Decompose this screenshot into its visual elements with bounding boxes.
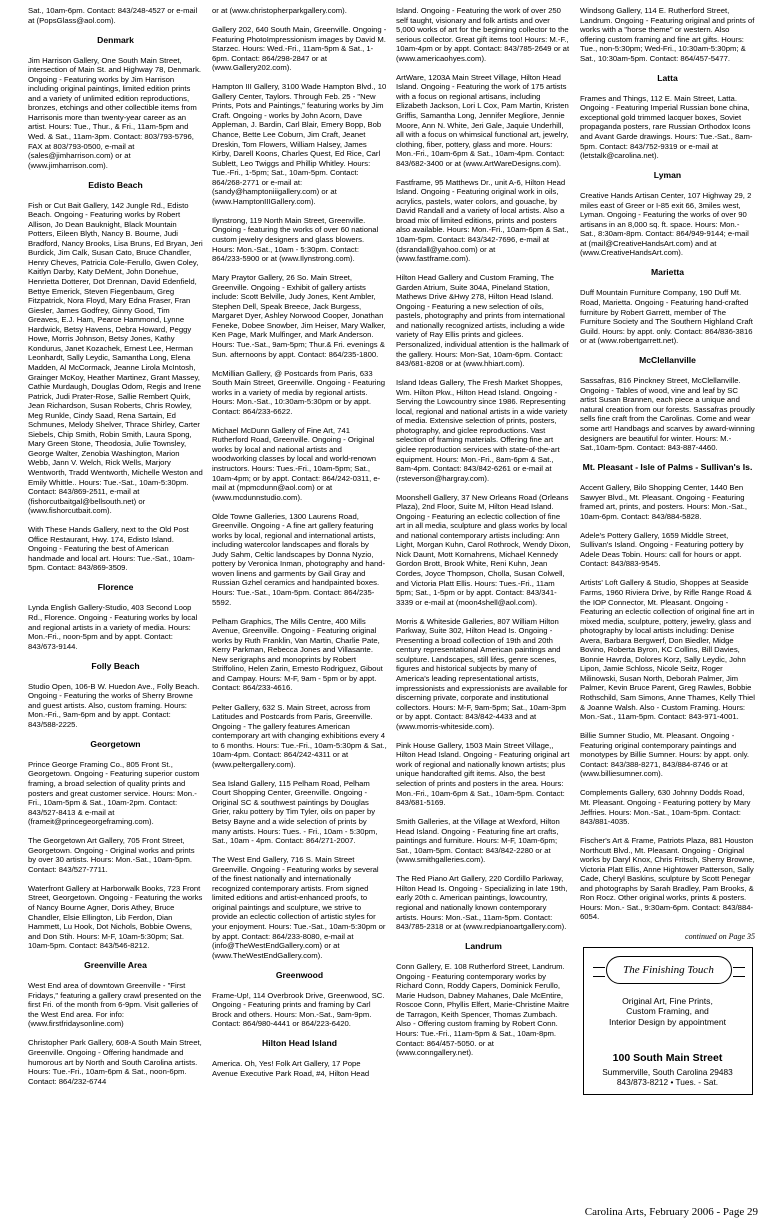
gallery-listing: Adele's Pottery Gallery, 1659 Middle Street, Sullivan's Island. Ongoing - Featuring pottery by Adele Deas Tobin. Hours: call for hours or appt. Contact: 843/883-9545. (580, 530, 744, 569)
section-heading: Marietta (651, 267, 684, 278)
section-heading: Denmark (97, 34, 134, 45)
gallery-listing: Island. Ongoing - Featuring the work of over 250 self taught, visionary and folk artists and over 5,000 works of art for the beginning collector to the serious collector. Great gift items too! Hours: M.-F., 10am-4pm or by appt. Contact: 843/785-2649 or at (www.americaohyes.com). (396, 6, 570, 63)
gallery-listing: Prince George Framing Co., 805 Front St., Georgetown. Ongoing - Featuring superior custom framing, a broad selection of quality prints and posters and great customer service. Hours: Mon.-Fri., 10am-5pm & Sat., 10am-2pm. Contact: 843/527-8413 & e-mail at (frameit@princegeorgeframing.com). (28, 759, 200, 827)
continued-note: continued on Page 35 (685, 931, 755, 941)
column-2 (212, 6, 387, 1202)
gallery-listing: Frame-Up!, 114 Overbrook Drive, Greenwood, SC. Ongoing - Featuring prints and framing by Carl Brock and others. Hours: Mon.-Sat., 9am-9pm. Contact: 864/980-4441 or 864/223-6420. (212, 990, 385, 1029)
section-heading: Edisto Beach (88, 179, 143, 190)
section-heading: Florence (97, 582, 134, 593)
gallery-listing: Sassafras, 816 Pinckney Street, McClellanville. Ongoing - Tables of wood, vine and leaf by SC artist Susan Brannen, each piece a unique and natural creation from our forests. Sassafras proudly sells fine craft from the Carolinas. Come and wear some art! Handbags and scarves by award-winning designers are beautiful for winter. Hours: M.-Sat.,10am-5pm. Contact: 843-887-4460. (580, 376, 755, 453)
gallery-listing: Frames and Things, 112 E. Main Street, Latta. Ongoing - Featuring Imperial Russian bone china, exceptional gold trimmed lacquer boxes, Soviet propaganda posters, rare Russian Orthodox Icons and Avant Garde drawings. Hours: Tue.-Sat., 8am-5pm. Contact: 843/752-9319 or e-mail at (letstalk@carolina.net). (580, 93, 753, 161)
ad-city: Summerville, South Carolina 29483 (602, 1066, 733, 1077)
gallery-listing: Fish or Cut Bait Gallery, 142 Jungle Rd., Edisto Beach. Ongoing - Featuring works by Robert Allison, Jo Dean Bauknight, Black Mountain Potters, Eileen Blyth, Nancy B. Bourne, Judi Bradford, Nancy Brooks, Lisa Bruns, Ed Bryan, Jeri Burdick, Jim Calk, Susan Cato, Bruce Chandler, Henry Cheves, Patricia Cole-Ferullo, Gwen Coley, Kaitlyn Darby, Katy DeMent, John Donehue, Henrietta Dotterer, Dot Drennan, David Edenfield, Bettye Emerick, Steven Fiegenbaum, Greg Fitzpatrick, Nora Floyd, Mary Edna Fraser, Fran Giesler, James Godfrey, Ginny Good, Tim Greaves, E.J. Ham, Pearce Hammond, Lynne Hardwick, Betsy Havens, Debra Howard, Peggy Howe, Morris Johnson, Betsy Jones, Kathy Kondurus, Janet Kozachek, Ernest Lee, Herman Leonhardt, Sally Leydic, Samantha Long, Elena Madden, Al McCormack, Jeanne Lirola McIntosh, Grainger McKoy, Heather Martinez, Grant Massey, Cathie Murdaugh, Douglas Odom, Regis and Irene Patrick, Judi Prater-Rose, Sallie Rembert Quirk, Jean Richardson, Susan Roberts, Chris Rowley, Meg Runkle, Cindy Saad, Rena Sartain, Ed Schmunes, Melody Shelver, Thrace Shirley, Carter Siebels, Chip Smith, Robin Smith, Laura Spong, Mary Green Stone, Theodosia, Julie Townsley, George Walter, Zenobia Washington, Marion Webb, Jann V. Welch, Rick Wells, Marjory Wentworth, Tradd Wentworth, Michelle Weston and Emily Whittle.. Hours: Tue.-Sat., 10am-5:30pm. Contact: 843/869-2511, e-mail at (fishorcutbaitgal@bellsouth.net) or (www.fishorcutbait.com). (28, 200, 203, 516)
gallery-listing: Hampton III Gallery, 3100 Wade Hampton Blvd., 10 Gallery Center, Taylors. Through Feb. 25 - "New Prints, Pots and Paintings," featuring works by Jim Craft. Ongoing - works by John Acorn, Dave Appleman, J. Bardin, Carl Blair, Emery Bopp, Bob Chance, Bette Lee Coburn, Jim Craft, Jeanet Dreskin, Tom Flowers, William Halsey, James Kirby, Darell Koons, Charles Quest, Ed Rice, Carl Sublett, Leo Twiggs and Phillip Whitley. Hours: Tue.-Fri., 1-5pm; Sat., 10am-5pm. Contact: 864/268-2771 or e-mail at: (sandy@hamptoniiigallery.com) or at (www.HamptonIIIGallery.com). (212, 82, 387, 206)
ad-services (584, 996, 752, 1028)
gallery-listing: Gallery 202, 640 South Main, Greenville. Ongoing - Featuring PhotoImpressionism images by David M. Starzec. Hours: Wed.-Fri., 11am-5pm & Sat., 1-6pm. Contact: 864/298-2847 or at (www.Gallery202.com). (212, 25, 387, 73)
section-heading: Georgetown (90, 738, 141, 749)
ad-service-line: Interior Design by appointment (608, 1016, 727, 1027)
gallery-listing: Pink House Gallery, 1503 Main Street Village,, Hilton Head Island. Ongoing - Featuring original art work of regional and nationally known artists; plus unique handcrafted gift items. Also, the best selection of prints and posters in the area. Hours: Mon.-Fri., 10am-6pm & Sat., 10am-5pm. Contact: 843/681-5169. (396, 740, 570, 808)
column-4-entries (580, 6, 755, 941)
ad-ribbon-banner (606, 956, 732, 984)
ad-service-line: Original Art, Fine Prints, (622, 995, 713, 1006)
section-heading: Mt. Pleasant - Isle of Palms - Sullivan's Is. (582, 462, 753, 473)
gallery-listing: Ilynstrong, 119 North Main Street, Greenville. Ongoing - featuring the works of over 60 national custom jewelry designers and glass blowers. Hours: Mon.-Sat., 10am - 5:30pm. Contact: 864/233-5900 or at (www.Ilynstrong.com). (212, 215, 379, 264)
page-footer: Carolina Arts, February 2006 - Page 29 (584, 1206, 758, 1218)
gallery-listing: Moonshell Gallery, 37 New Orleans Road (Orleans Plaza), 2nd Floor, Suite M, Hilton Head Island. Ongoing - Featuring an eclectic collection of fine art in all media, sculpture and glass works by local and national contemporary artists including: Ann Light, Morgan Kuhn, Carol Rothrock, Wendy Dixon, Nick Daunt, Mott Kornahrens, Michael Kennedy Gordon Brott, Brook White, Reni Kuhn, Jean Cordes, Joyce Thompson, Cholla, Susan Colwell, and Victoria Platt Ellis. Hours: Tues.-Fri., 11am 5pm; Sat., 1-5pm or by appt. Contact: 843/341-3339 or e-mail at (moon4shell@aol.com). (396, 492, 571, 607)
gallery-listing: The Georgetown Art Gallery, 705 Front Street, Georgetown. Ongoing - Original works and prints by over 30 artists. Hours: Mon.-Sat., 10am-5pm. Contact: 843/527-7711. (28, 836, 195, 874)
listings-page (28, 6, 758, 1202)
gallery-listing: Sat., 10am-6pm. Contact: 843/248-4527 or e-mail at (PopsGlass@aol.com). (28, 6, 198, 25)
gallery-listing: America. Oh, Yes! Folk Art Gallery, 17 Pope Avenue Executive Park Road, #4, Hilton Head (212, 1059, 370, 1078)
gallery-listing: Fastframe, 95 Matthews Dr., unit A-6, Hilton Head Island. Ongoing - Featuring original work in oils, acrylics, pastels, water colors, and gouache, by David Randall and a variety of local artists. Also a broad mix of limited editions, prints and posters also available. Hours: Mon.-Fri., 10am-6pm & Sat., 10am-5pm. Contact: 843/342-7696, e-mail at (dsrandall@yahoo.com) or at (www.fastframe.com). (396, 177, 569, 264)
gallery-listing: ArtWare, 1203A Main Street Village, Hilton Head Island. Ongoing - Featuring the work of 175 artists with a focus on regional artisans, including Elizabeth Jackson, Lori L Cox, Pam Martin, Kristen Griffis, Samantha Long, Jennifer Megliore, Jennie Moore, Ann N. White, Jeri Gale, Jaquie Underhill, all with a focus on whimsical functional art, jewelry, clothing, fiber, pottery, glass and more. Hours: Mon.-Fri., 10am-6pm & Sat., 10am-4pm. Contact: 843/682-3400 or at (www.ArtWareDesigns.com). (396, 72, 569, 168)
gallery-listing: Hilton Head Gallery and Custom Framing, The Garden Atrium, Suite 304A, Pineland Station, Mathews Drive &Hwy 278, Hilton Head Island. Ongoing - Featuring a new selection of oils, pastels, photography and prints from international and nationally recognized artists, including a wide variety of Ray Ellis prints and giclees. Personalized, individual attention is the hallmark of the gallery. Hours: Mon-Sat, 10am-6pm. Contact: 843/681-8208 or at (www.hhiart.com). (396, 273, 569, 369)
gallery-listing: Creative Hands Artisan Center, 107 Highway 29, 2 miles east of Greer or I-85 exit 66, 3miles west, Lyman. Ongoing - Featuring the works of over 90 artisans in an 8,000 sq. ft. space. Hours: Mon.-Sat., 8:30am-8pm. Contact: 864/949-9144; e-mail at (mail@CreativeHandsArt.com) and at (www.CreativeHandsArt.com). (580, 191, 752, 258)
column-1 (28, 6, 203, 1202)
gallery-listing: Pelham Graphics, The Mills Centre, 400 Mills Avenue, Greenville. Ongoing - Featuring original works by Ruth Franklin, Van Martin, Charlie Pate, Kerry Parkman, Rebecca Jones and Villasante. New serigraphs and monoprints by Robert Striffolino, Helen Zarin, Ernesto Rodriguez, Gibout and Campay. Hours: M-F, 9am - 5pm or by appt. Contact: 864/233-4616. (212, 616, 383, 693)
gallery-listing: Windsong Gallery, 114 E. Rutherford Street, Landrum. Ongoing - Featuring original and prints of works with a "horse theme" or western. Also offering custom framing and fine art gifts. Hours: Tue., non-5:30pm; Wed-Fri., 10:30am-5:30pm; & Sat., 10:30am-5pm. Contact: 864/457-5477. (580, 6, 755, 63)
section-heading: Lyman (653, 170, 682, 181)
gallery-listing: Accent Gallery, Bilo Shopping Center, 1440 Ben Sawyer Blvd., Mt. Pleasant. Ongoing - Featuring framed art, prints, and posters. Hours: Mon.-Sat., 10am-6pm. Contact: 843/884-5828. (580, 483, 748, 521)
gallery-listing: Christopher Park Gallery, 608-A South Main Street, Greenville. Ongoing - Offering handmade and humorous art by North and South Carolina artists. Hours: Tue.-Fri., 10am-6pm & Sat., noon-6pm. Contact: 864/232-6744 (28, 1038, 202, 1086)
ad-address: 100 South Main Street (612, 1051, 723, 1064)
gallery-listing: Smith Galleries, at the Village at Wexford, Hilton Head Island. Ongoing - Featuring fine art crafts, paintings and furniture. Hours: M-F, 10am-6pm; Sat., 10am-5pm. Contact: 843/842-2280 or at (www.smithgalleries.com). (396, 817, 560, 865)
gallery-listing: Billie Sumner Studio, Mt. Pleasant. Ongoing - Featuring original contemporary paintings and monotypes by Billie Sumner. Hours: by appt. only. Contact: 843/388-8271, 843/884-8746 or at (www.billiesumner.com). (580, 731, 750, 779)
gallery-listing: Michael McDunn Gallery of Fine Art, 741 Rutherford Road, Greenville. Ongoing - Original works by local and national artists and woodworking classes by local and world-renown instructors. Hours: Tues.-Fri., 10am-5pm; Sat., 10am-4pm; or by appt. Contact: 864/242-0311, e-mail at (mpmcdunn@aol.com) or at (www.mcdunnstudio.com). (212, 425, 381, 502)
gallery-listing: Conn Gallery, E. 108 Rutherford Street, Landrum. Ongoing - Featuring contemporary works by Richard Conn, Roddy Capers, Dominick Ferullo, Marie Hudson, Dabney Mahanes, Dale McEntire, Roscoe Conn, Phyllis Elfert, Marie-Christine Maitre de Tarragon, Keith Spencer, Thomas Zumbach. Also - Offering custom framing by Robert Conn. Hours: Tue.-Fri., 11am-5pm & Sat., 10am-8pm. Contact: 864/457-5050. or at (www.conngallery.net). (396, 962, 570, 1058)
gallery-listing: Lynda English Gallery-Studio, 403 Second Loop Rd., Florence. Ongoing - Featuring works by local and regional artists in a variety of media. Hours: Mon.-Fri., noon-5pm and by appt. Contact: 843/673-9144. (28, 603, 198, 651)
gallery-listing: Waterfront Gallery at Harborwalk Books, 723 Front Street, Georgetown. Ongoing - Featuring the works of Nancy Bourne Agner, Doris Athey, Bruce Chandler, Elsie Ellington, Lib Ferdon, Dian Hammett, Lu Hook, Dot Nichols, Bobbie Owens, and Don Stih. Hours: M-F, 10am-5:30pm; Sat. 10am-5pm. Contact: 843/546-8212. (28, 883, 203, 951)
gallery-listing: Sea Island Gallery, 115 Pelham Road, Pelham Court Shopping Center, Greenville. Ongoing - Original SC & southwest paintings by Douglas Grier, raku pottery by Tim Tyler, oils on paper by Betsy Bayne and a wide selection of prints by many artists. Hours: Tues. - Fri., 10am - 5:30pm, Sat., 10am - 4pm. Contact: 864/271-2007. (212, 778, 378, 846)
ad-service-line: Custom Framing, and (626, 1006, 709, 1017)
gallery-listing: Olde Towne Galleries, 1300 Laurens Road, Greenville. Ongoing - A fine art gallery featuring works by local, regional and international artists, including watercolor landscapes and florals by Judy Sahm, Celtic landscapes by Donna Nyzio, pottery by Veronica Inman, photography and hand-woven linens and garments by Gail Gray and Russian Gzhel ceramics and handpainted boxes. Hours: Tue.-Sat., 10am-5pm. Contact: 864/235-5592. (212, 511, 386, 607)
finishing-touch-ad (583, 947, 753, 1095)
gallery-listing: Fischer's Art & Frame, Patriots Plaza, 881 Houston Northcutt Blvd., Mt. Pleasant. Ongoing - Original works by Daryl Knox, Chris Fritsch, Sherry Browne, Victoria Platt Ellis, Anne Hightower Patterson, Sally Cade, Cheryl Baskins, sculpture by Scott Penegar and photographs by Sarah Bradley, Pam Brooks, & Ron Rocz. Other original works, prints & posters. Hours: Mon.- Sat., 9:30am-6pm. Contact: 843/884-6054. (580, 836, 755, 922)
gallery-listing: With These Hands Gallery, next to the Old Post Office Restaurant, Hwy. 174, Edisto Island. Ongoing - Featuring the best of American handmade and local art. Hours: Tue.-Sat., 10am-5pm. Contact: 843/869-3509. (28, 525, 195, 573)
gallery-listing: Jim Harrison Gallery, One South Main Street, intersection of Main St. and Highway 78, Denmark. Ongoing - Featuring works by Jim Harrison including original paintings, limited edition prints and a variety of unlimited edition reproductions, bronzes, etchings and other collectible items from Harrisonis more than twenty-year career as an artist. Hours: Tue., Thur., & Fri., 11am-5pm and Wed. & Sat., 11am-3pm. Contact: 803/793-5796, FAX at 803/793-0500, e-mail at (sales@jimharrison.com) or at (www.jimharrison.com). (28, 55, 202, 170)
ad-business-name: The Finishing Touch (623, 963, 714, 976)
gallery-listing: Mary Praytor Gallery, 26 So. Main Street, Greenville. Ongoing - Exhibit of gallery artists include: Scott Belville, Judy Jones, Kent Ambler, Stephen Dell, Speak Breece, Jack Burgess, Margaret Dyer, Ashley Norwood Cooper, Jonathan Feneke, Dobee Snowber, Jim Heiser, Mary Walker, Ken Page, Mark Mulfinger, and Mark Anderson. Hours: Tue.-Sat., 9am-5pm; Thur.& Fri. evenings & Sun. afternoons by appt. Contact: 864/235-1800. (212, 273, 386, 359)
gallery-listing: Island Ideas Gallery, The Fresh Market Shoppes, Wm. Hilton Pkw., Hilton Head Island. Ongoing - Serving the Lowcountry since 1986. Representing local, regional and national artists in a wide variety of media. Extensive selection of prints, posters, photography, and giclee reproductions. Vast selection of framing materials. Offering fine art giclee reproduction services with state-of-the-art equipment. Hours: Mon.-Fri., 8am-6pm & Sat., 8am-4pm. Contact: 843/842-6261 or e-mail at (rsteverson@hargray.com). (396, 378, 568, 483)
ad-phone-hours: 843/873-8212 • Tues. - Sat. (616, 1076, 719, 1087)
gallery-listing: Artists' Loft Gallery & Studio, Shoppes at Seaside Farms, 1960 Riviera Drive, by Rifle Range Road & the IOP Connector, Mt. Pleasant. Ongoing - Featuring an eclectic collection of original fine art in mixed media, sculpture, pottery, jewelry, glass and photography by local artists including: Denise Avera, Barbara Bergwerf, Don Biedler, Midge Bovino, Roberta Byron, KC Collins, Bill Davies, Bonnie Havrda, Dolores Korz, Sally Leydic, John Lipon, Jamie Schloss, Nicole Seitz, Roger Milinowski, Susan North, Deborah Palmer, Jim Palmer, Kevin Bruce Parent, Greg Rawles, Bobbie Rothschild, Sam Simons, Anne Thames, Kelly Thiel & Joanne Walsh. Also - Custom Framing. Hours: Mon.-Sat., 11am-5pm. Contact: 843-971-4001. (580, 578, 755, 722)
gallery-listing: Duff Mountain Furniture Company, 190 Duff Mt. Road, Marietta. Ongoing - Featuring hand-crafted furniture by Robert Garrett, member of The Furniture Society and The Southern Highland Craft Guild. Hours: by appt. only. Contact: 864/836-3816 or at (www.robertgarrett.net). (580, 288, 753, 346)
gallery-listing: or at (www.christopherparkgallery.com). (212, 6, 347, 15)
gallery-listing: Studio Open, 106-B W. Huedon Ave., Folly Beach. Ongoing - Featuring the works of Sherry Browne and guest artists. Also, custom framing. Hours: Mon.-Fri., 9am-6pm and by appt. Contact: 843/588-2225. (28, 681, 200, 729)
gallery-listing: Pelter Gallery, 632 S. Main Street, across from Latitudes and Postcards from Paris, Greenville. Ongoing - The gallery features American contemporary art with changing exhibitions every 4 to 6 months. Hours: Tue.-Fri., 10am-5:30pm & Sat., 10am-4pm. Contact: 864/242-4311 or at (www.peltergallery.com). (212, 702, 387, 769)
section-heading: Greenwood (275, 969, 324, 980)
column-3 (396, 6, 571, 1202)
section-heading: Greenville Area (84, 960, 147, 971)
column-4 (580, 6, 755, 1202)
gallery-listing: Morris & Whiteside Galleries, 807 William Hilton Parkway, Suite 302, Hilton Head Is. Ongoing - Presenting a broad collection of 19th and 20th century representational American paintings and sculpture. Landscapes, still lifes, genre scenes, figures and historical subjects by many of America's leading representational artists, impressionists and expressionists are available for discerning private, corporate and institutional collectors. Hours: M-F, 9am-5pm; Sat., 10am-3pm or by appt. Contact: 843/842-4433 and at (www.morris-whiteside.com). (396, 616, 568, 731)
gallery-listing: The Red Piano Art Gallery, 220 Cordillo Parkway, Hilton Head Is. Ongoing - Specializing in late 19th, early 20th c. American paintings, lowcountry, regional and nationally known contemporary artists. Hours: Mon.-Sat., 11am-5pm. Contact: 843/785-2318 or at (www.redpianoartgallery.com). (396, 874, 568, 932)
section-heading: McClellanville (639, 355, 696, 366)
gallery-listing: McMillian Gallery, @ Postcards from Paris, 633 South Main Street, Greenville. Ongoing - Featuring works in a variety of media by regional artists. Hours: Mon.-Sat., 10:30am-5:30pm or by appt. Contact: 864/233-6622. (212, 368, 386, 416)
section-heading: Hilton Head Island (262, 1038, 337, 1049)
gallery-listing: Complements Gallery, 630 Johnny Dodds Road, Mt. Pleasant. Ongoing - Featuring pottery by Mary Jeffries. Hours: Mon.-Sat., 10am-5pm. Contact: 843/881-4035. (580, 788, 751, 827)
section-heading: Landrum (465, 941, 502, 952)
gallery-listing: West End area of downtown Greenville - "First Fridays," featuring a gallery crawl presented on the first Fri. of the month from 6-9pm. Visit galleries of the West End area. For info: (www.firstfridaysonline.com) (28, 981, 202, 1029)
section-heading: Folly Beach (91, 660, 140, 671)
section-heading: Latta (657, 72, 678, 83)
gallery-listing: The West End Gallery, 716 S. Main Street Greenville. Ongoing - Featuring works by several of the finest nationally and internationally recognized contemporary artists. From signed limited editions and artist-enhanced proofs, to original paintings and sculpture, we strive to provide an eclectic collection of artistic styles for your enjoyment. Hours: Tue.-Sat., 10am-5:30pm or by appt. Contact: 864/233-8080, e-mail at (info@TheWestEndGallery.com) or at (www.TheWestEndGallery.com). (212, 855, 386, 960)
